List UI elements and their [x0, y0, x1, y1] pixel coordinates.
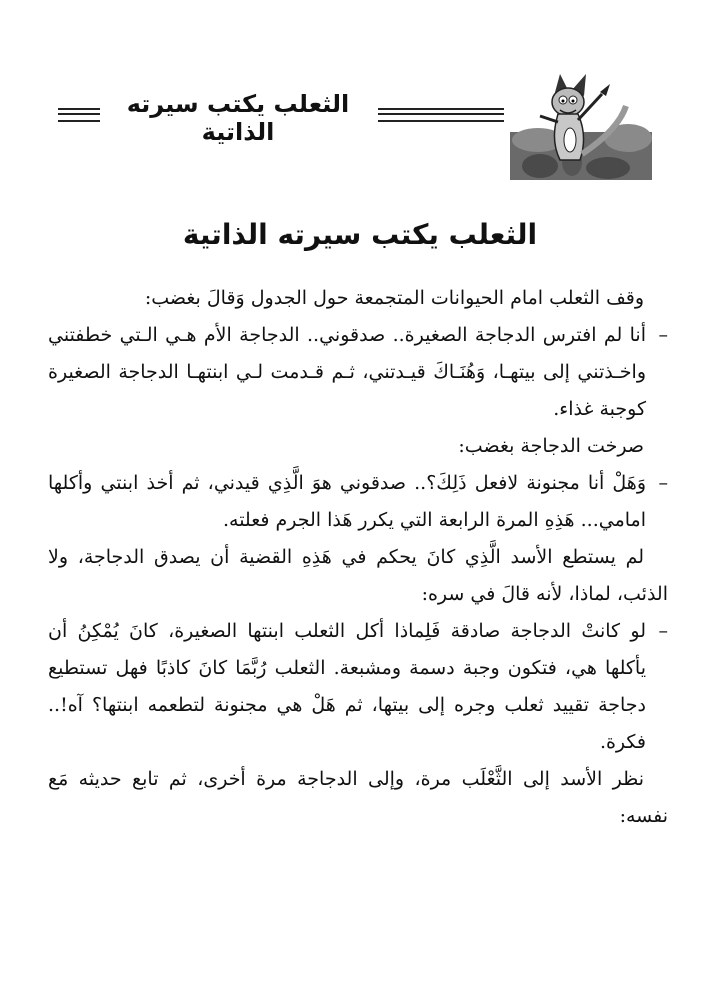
header-rule-right	[378, 108, 504, 122]
dialogue-dash: –	[658, 324, 668, 346]
dialogue-text: لو كانتْ الدجاجة صادقة فَلِماذا أكل الثعلب ابنتها الصغيرة، كانَ يُمْكِنُ أن يأكلها هي، فتكون وجبة دسمة ومشبعة. الثعلب رُبَّمَا كانَ كاذبًا فهل تستطيع دجاجة تقييد ثعلب وجره إلى بيتها، ثم هَلْ هي مجنونة لتطعمه ابنتها؟ آه!.. فكرة.	[48, 620, 646, 753]
dialogue-text: أنا لم افترس الدجاجة الصغيرة.. صدقوني.. الدجاجة الأم هـي الـتي خطفتني واخـذتني إلى بيتهـا، وَهُنَـاكَ قيـدتني، ثـم قـدمت لـي ابنتهـا الدجاجة الصغيرة كوجبة غذاء.	[48, 324, 646, 420]
header-rule-left	[58, 108, 100, 122]
dialogue-dash: –	[658, 472, 668, 494]
fox-cartoon-illustration	[510, 70, 652, 180]
dialogue-dash: –	[658, 620, 668, 642]
narration-paragraph: نظر الأسد إلى الثَّعْلَب مرة، وإلى الدجاجة مرة أخرى، ثم تابع حديثه مَع نفسه:	[48, 768, 668, 827]
dialogue-paragraph	[48, 613, 668, 761]
dialogue-text: وَهَلْ أنا مجنونة لافعل ذَلِكَ؟.. صدقوني هوَ الَّذِي قيدني، ثم أخذ ابنتي وأكلها امامي... هَذِهِ المرة الرابعة التي يكرر هَذا الجرم فعلته.	[48, 472, 646, 531]
story-body	[48, 280, 668, 835]
narration-paragraph: صرخت الدجاجة بغضب:	[458, 435, 644, 457]
narration-paragraph: لم يستطع الأسد الَّذِي كانَ يحكم في هَذِهِ القضية أن يصدق الدجاجة، ولا الذئب، لماذا، لأنه قالَ في سره:	[48, 546, 668, 605]
running-title: الثعلب يكتب سيرته الذاتية	[126, 90, 350, 146]
dialogue-paragraph	[48, 465, 668, 539]
main-title: الثعلب يكتب سيرته الذاتية	[182, 218, 538, 251]
running-header	[0, 78, 720, 188]
dialogue-paragraph	[48, 317, 668, 428]
narration-paragraph: وقف الثعلب امام الحيوانات المتجمعة حول الجدول وَقالَ بغضب:	[144, 287, 644, 309]
